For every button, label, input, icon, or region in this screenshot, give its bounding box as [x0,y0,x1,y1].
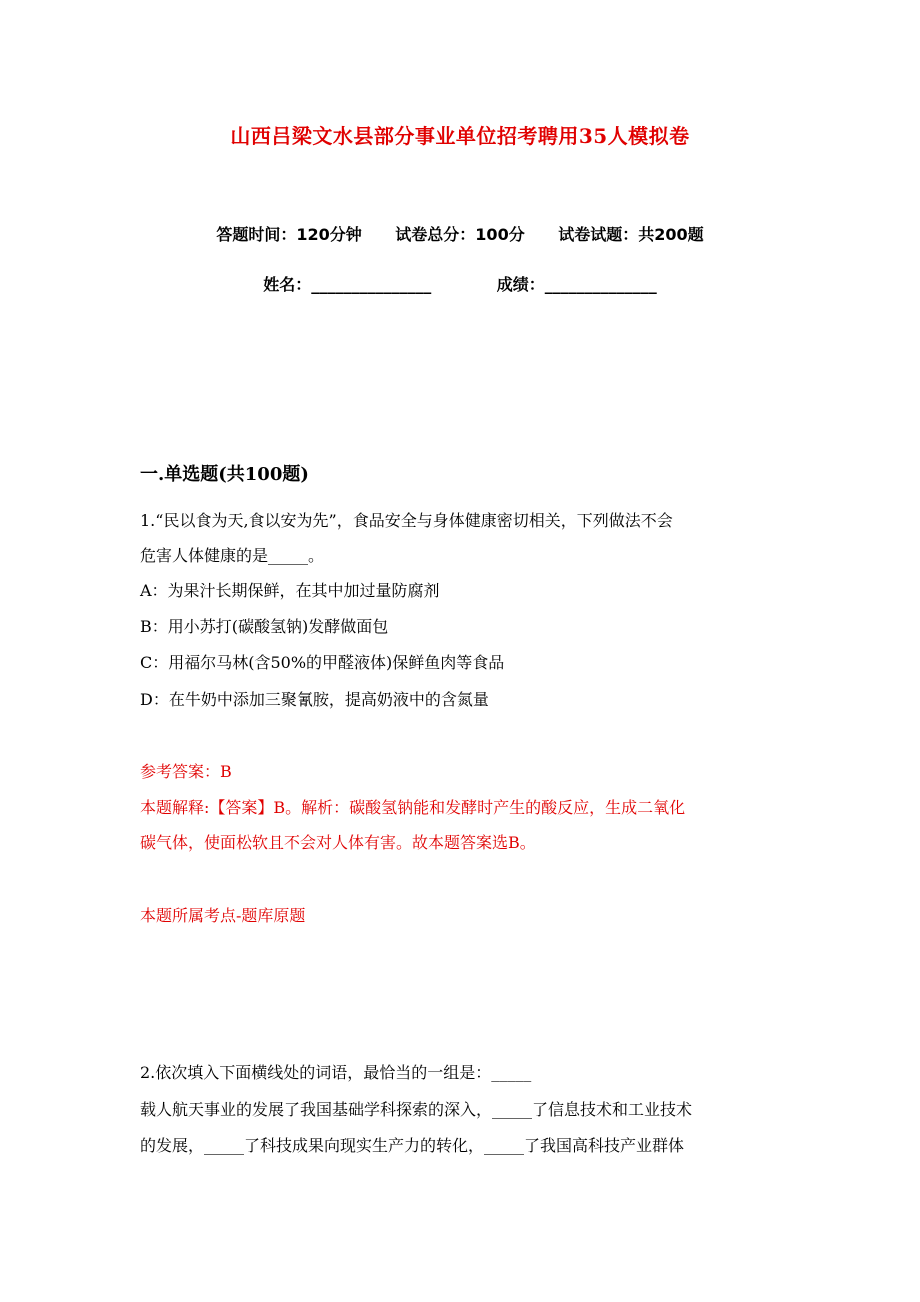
q1-answer: 参考答案：B [140,762,232,781]
q1-option-b: B：用小苏打(碳酸氢钠)发酵做面包 [140,617,389,636]
name-field: 姓名：_______________ [263,275,432,294]
exam-time: 答题时间：120分钟 [216,225,362,244]
q2-stem-line-1: 2.依次填入下面横线处的词语，最恰当的一组是：_____ [140,1063,532,1082]
q1-stem-line-1: 1.“民以食为天,食以安为先”，食品安全与身体健康密切相关，下列做法不会 [140,511,673,530]
exam-title: 山西吕梁文水县部分事业单位招考聘用35人模拟卷 [230,124,690,148]
exam-total-score: 试卷总分：100分 [395,225,525,244]
exam-meta [0,222,920,245]
q1-option-a: A：为果汁长期保鲜，在其中加过量防腐剂 [140,581,440,600]
q1-option-c: C：用福尔马林(含50%的甲醛液体)保鲜鱼肉等食品 [140,653,505,672]
q1-knowledge-point: 本题所属考点-题库原题 [140,906,306,925]
q2-stem-line-2: 载人航天事业的发展了我国基础学科探索的深入，_____了信息技术和工业技术 [140,1100,693,1119]
q1-explanation-line-2: 碳气体，使面松软且不会对人体有害。故本题答案选B。 [140,833,536,852]
q1-stem-line-2: 危害人体健康的是_____。 [140,546,325,565]
section-heading: 一.单选题(共100题) [140,464,309,485]
score-field: 成绩：______________ [496,275,657,294]
q1-explanation-line-1: 本题解释:【答案】B。解析：碳酸氢钠能和发酵时产生的酸反应，生成二氧化 [140,798,686,817]
name-score-row [0,272,920,295]
q1-option-d: D：在牛奶中添加三聚氰胺，提高奶液中的含氮量 [140,690,489,709]
q2-stem-line-3: 的发展，_____了科技成果向现实生产力的转化，_____了我国高科技产业群体 [140,1136,685,1155]
exam-question-count: 试卷试题：共200题 [558,225,704,244]
